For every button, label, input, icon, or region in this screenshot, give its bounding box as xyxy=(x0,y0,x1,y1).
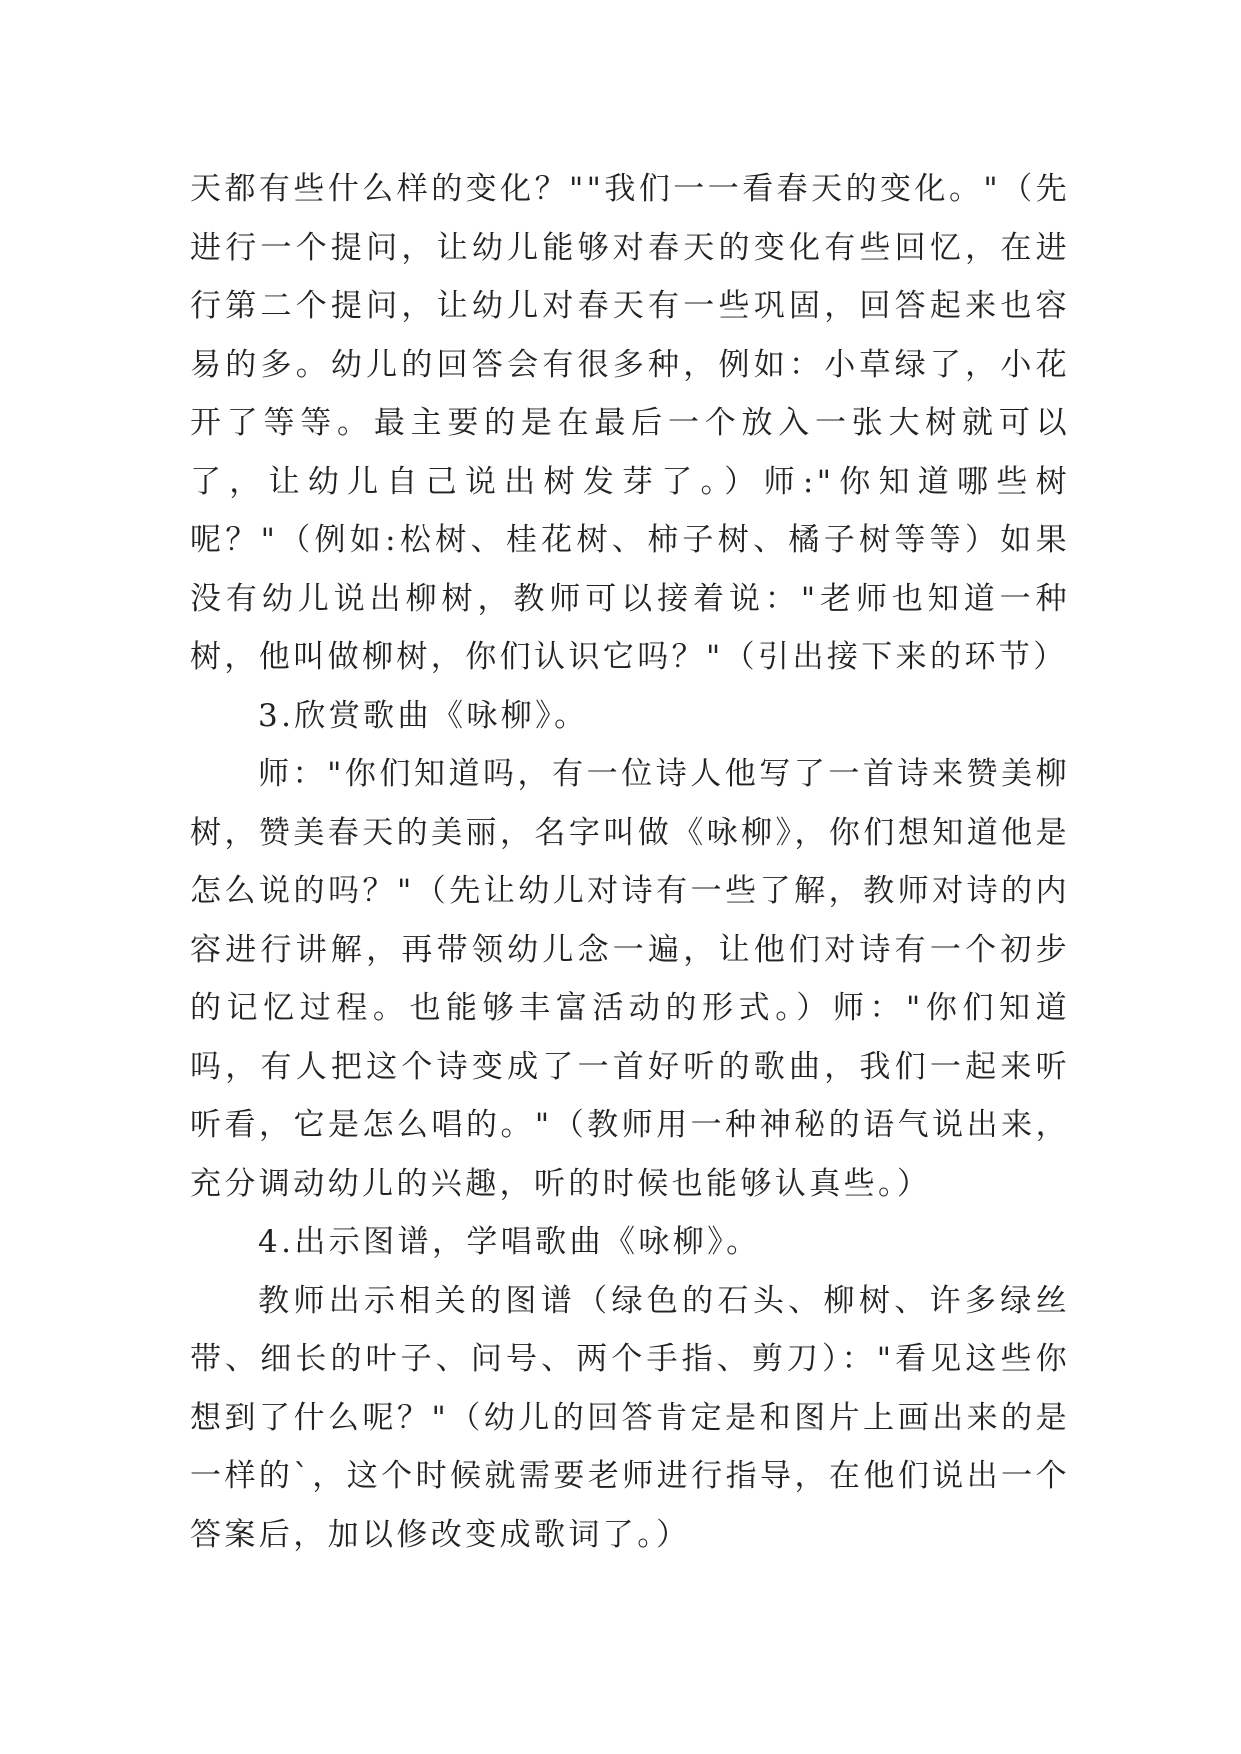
section-heading-4: 4.出示图谱，学唱歌曲《咏柳》。 xyxy=(258,1224,761,1260)
document-body xyxy=(190,160,1070,1564)
paragraph-show-chart: 教师出示相关的图谱（绿色的石头、柳树、许多绿丝带、细长的叶子、问号、两个手指、剪刀）："看见这些你想到了什么呢？"（幼儿的回答肯定是和图片上画出来的是一样的`，这个时候就需要老师进行指导，在他们说出一个答案后，加以修改变成歌词了。） xyxy=(190,1282,1070,1553)
paragraph-appreciate-song: 师："你们知道吗，有一位诗人他写了一首诗来赞美柳树，赞美春天的美丽，名字叫做《咏柳》，你们想知道他是怎么说的吗？"（先让幼儿对诗有一些了解，教师对诗的内容进行讲解，再带领幼儿念一遍，让他们对诗有一个初步的记忆过程。也能够丰富活动的形式。）师："你们知道吗，有人把这个诗变成了一首好听的歌曲，我们一起来听听看，它是怎么唱的。"（教师用一种神秘的语气说出来，充分调动幼儿的兴趣，听的时候也能够认真些。） xyxy=(190,756,1070,1202)
section-heading-3: 3.欣赏歌曲《咏柳》。 xyxy=(258,697,589,734)
paragraph-continuation: 天都有些什么样的变化？""我们一一看春天的变化。"（先进行一个提问，让幼儿能够对春天的变化有些回忆，在进行第二个提问，让幼儿对春天有一些巩固，回答起来也容易的多。幼儿的回答会有很多种，例如：小草绿了，小花开了等等。最主要的是在最后一个放入一张大树就可以了，让幼儿自己说出树发芽了。）师:"你知道哪些树呢？"（例如:松树、桂花树、柿子树、橘子树等等）如果没有幼儿说出柳树，教师可以接着说："老师也知道一种树，他叫做柳树，你们认识它吗？"（引出接下来的环节） xyxy=(190,171,1070,675)
